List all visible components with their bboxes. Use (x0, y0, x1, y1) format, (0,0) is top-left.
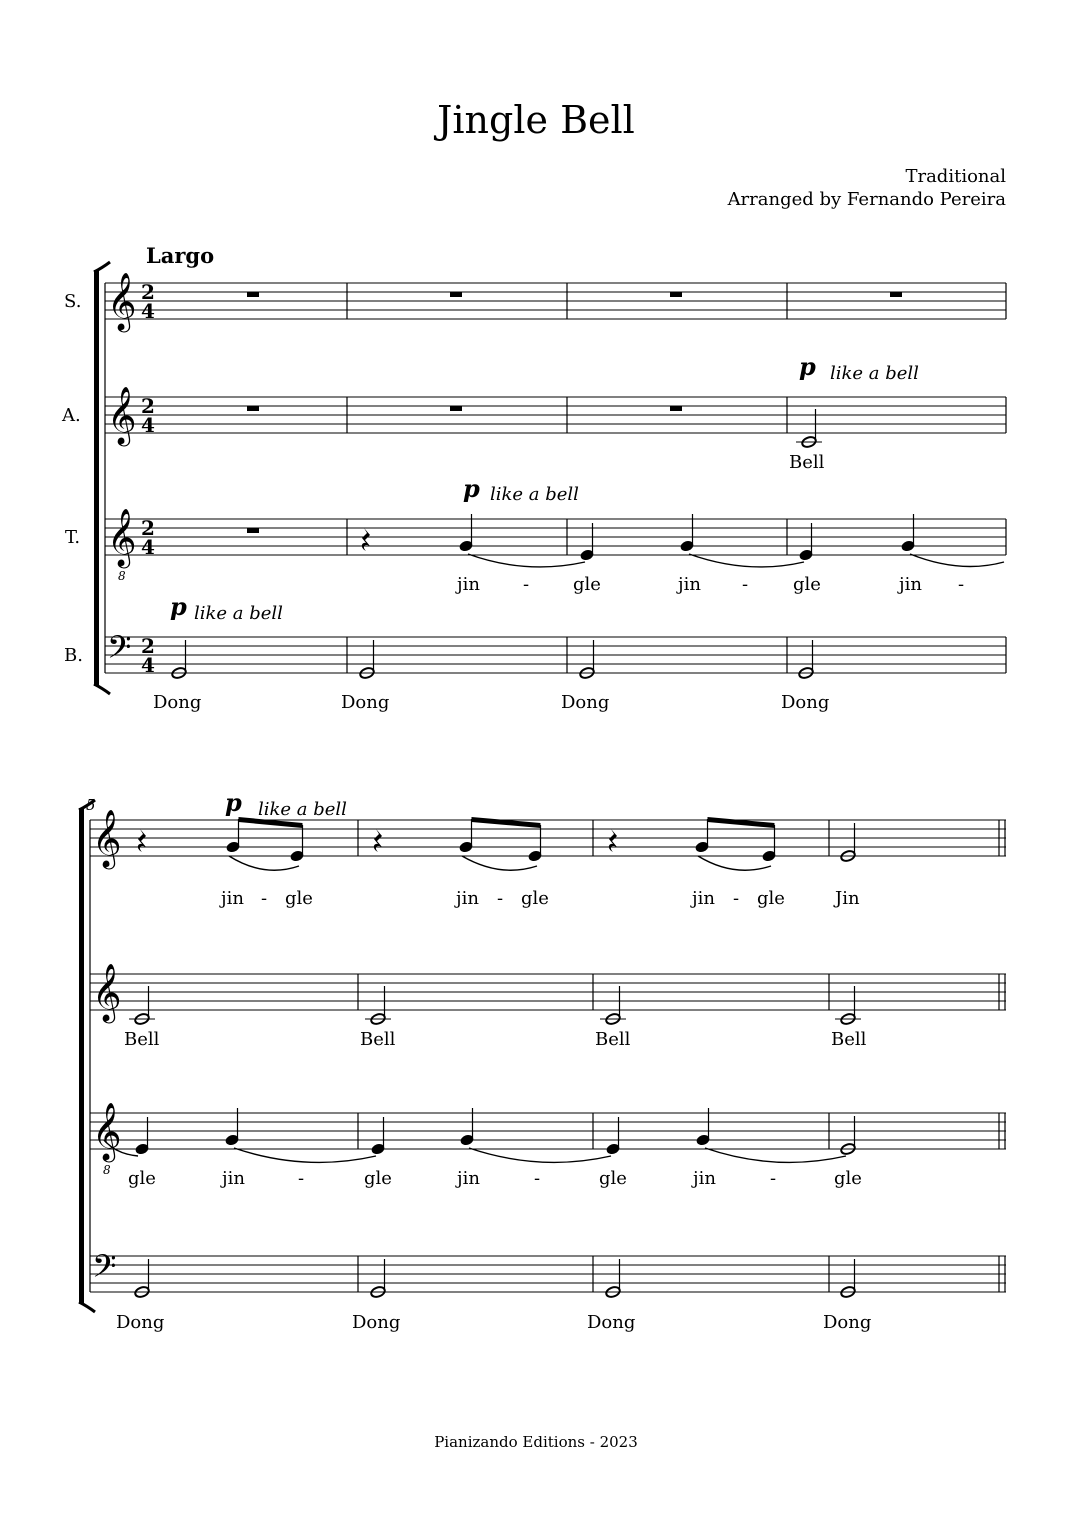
dynamic-piano: p (463, 474, 480, 503)
lyric: - (298, 1168, 305, 1189)
staff-tenor-1 (105, 519, 1006, 555)
slurs-tenor-1 (468, 554, 1004, 567)
lyric: Dong (341, 692, 390, 713)
lyric: Bell (831, 1029, 867, 1050)
lyric: - (733, 888, 740, 909)
barlines-1 (347, 283, 1006, 673)
tempo-marking: Largo (146, 243, 215, 268)
lyric: jin (899, 574, 922, 595)
bass-clef-icon: 𝄢 (107, 629, 132, 673)
staff-alto-2 (90, 974, 1006, 1010)
lyric: Dong (352, 1312, 401, 1333)
lyric: Bell (789, 452, 825, 473)
lyric: Dong (823, 1312, 872, 1333)
quarter-rest (362, 528, 370, 551)
lyric: Dong (587, 1312, 636, 1333)
lyric: Bell (124, 1029, 160, 1050)
part-label-soprano: S. (64, 291, 82, 312)
lyric: - (958, 574, 965, 595)
score-title: Jingle Bell (437, 98, 635, 142)
lyric: jin (693, 1168, 716, 1189)
svg-text:4: 4 (141, 413, 155, 437)
soprano-rests-1 (247, 292, 902, 297)
staff-soprano-2 (90, 820, 1006, 856)
lyric: - (770, 1168, 777, 1189)
lyric: - (534, 1168, 541, 1189)
alto-rests-1 (247, 406, 682, 411)
svg-text:4: 4 (141, 653, 155, 677)
lyric: jin (692, 888, 715, 909)
lyric: - (497, 888, 504, 909)
slurs-soprano-2 (229, 856, 771, 870)
lyric: gle (757, 888, 785, 909)
tenor-rest (247, 528, 259, 533)
quarter-rest (138, 829, 146, 852)
svg-text:2: 2 (141, 516, 155, 540)
staff-bass-1 (105, 637, 1006, 673)
treble-clef-icon: 𝄞 (92, 809, 122, 867)
final-double-barlines (999, 820, 1005, 1292)
lyric: gle (793, 574, 821, 595)
tenor-notes-2 (135, 1108, 710, 1155)
svg-text:2: 2 (141, 280, 155, 304)
system-bracket-2 (79, 800, 95, 1312)
lyric: gle (521, 888, 549, 909)
bass-clef-icon: 𝄢 (92, 1248, 117, 1292)
measure-number: 5 (86, 796, 96, 814)
lyric: jin (457, 1168, 480, 1189)
lyric: gle (573, 574, 601, 595)
expression-text: like a bell (830, 363, 919, 384)
treble-clef-icon: 𝄞 (92, 963, 122, 1021)
lyric: jin (221, 888, 244, 909)
soprano-eighth-notes (226, 817, 776, 862)
composer-credit: Traditional (905, 166, 1006, 187)
lyric: jin (678, 574, 701, 595)
system-2 (79, 788, 1006, 1333)
staff-soprano-1 (105, 283, 1006, 319)
svg-text:4: 4 (141, 535, 155, 559)
svg-text:4: 4 (141, 299, 155, 323)
lyric: - (742, 574, 749, 595)
svg-text:2: 2 (141, 394, 155, 418)
quarter-rest (374, 829, 382, 852)
lyric: gle (834, 1168, 862, 1189)
lyric: - (261, 888, 268, 909)
svg-text:2: 2 (141, 634, 155, 658)
lyric: jin (222, 1168, 245, 1189)
treble-clef-icon: 𝄞 (107, 386, 137, 444)
part-label-bass: B. (64, 645, 83, 666)
expression-text: like a bell (258, 799, 347, 820)
lyric: gle (285, 888, 313, 909)
time-signature (141, 280, 155, 677)
tenor-notes-1 (459, 514, 915, 561)
system-1 (61, 262, 1006, 713)
treble-clef-8vb-icon: 𝄞 (107, 508, 137, 566)
part-label-tenor: T. (65, 527, 81, 548)
expression-text: like a bell (194, 603, 283, 624)
lyric: Dong (116, 1312, 165, 1333)
lyric: Bell (595, 1029, 631, 1050)
lyric: Dong (153, 692, 202, 713)
dynamic-piano: p (225, 788, 242, 817)
octave-8-mark: 8 (118, 569, 126, 583)
arranger-credit: Arranged by Fernando Pereira (727, 189, 1006, 210)
lyric: gle (599, 1168, 627, 1189)
dynamic-piano: p (170, 592, 187, 621)
lyric: Dong (781, 692, 830, 713)
lyric: jin (456, 888, 479, 909)
lyric: gle (364, 1168, 392, 1189)
lyric: gle (128, 1168, 156, 1189)
slurs-tenor-2 (104, 1140, 846, 1162)
quarter-rest (609, 829, 617, 852)
lyric: Jin (835, 888, 860, 909)
expression-text: like a bell (490, 484, 579, 505)
publisher-footer: Pianizando Editions - 2023 (434, 1433, 638, 1451)
octave-8-mark: 8 (103, 1163, 111, 1177)
part-label-alto: A. (62, 405, 81, 426)
lyric: Dong (561, 692, 610, 713)
treble-clef-8vb-icon: 𝄞 (92, 1102, 122, 1160)
treble-clef-icon: 𝄞 (107, 272, 137, 330)
lyric: - (523, 574, 530, 595)
dynamic-piano: p (799, 352, 816, 381)
staff-bass-2 (90, 1256, 1006, 1292)
lyric: Bell (360, 1029, 396, 1050)
staff-alto-1 (105, 397, 1006, 433)
lyric: jin (457, 574, 480, 595)
